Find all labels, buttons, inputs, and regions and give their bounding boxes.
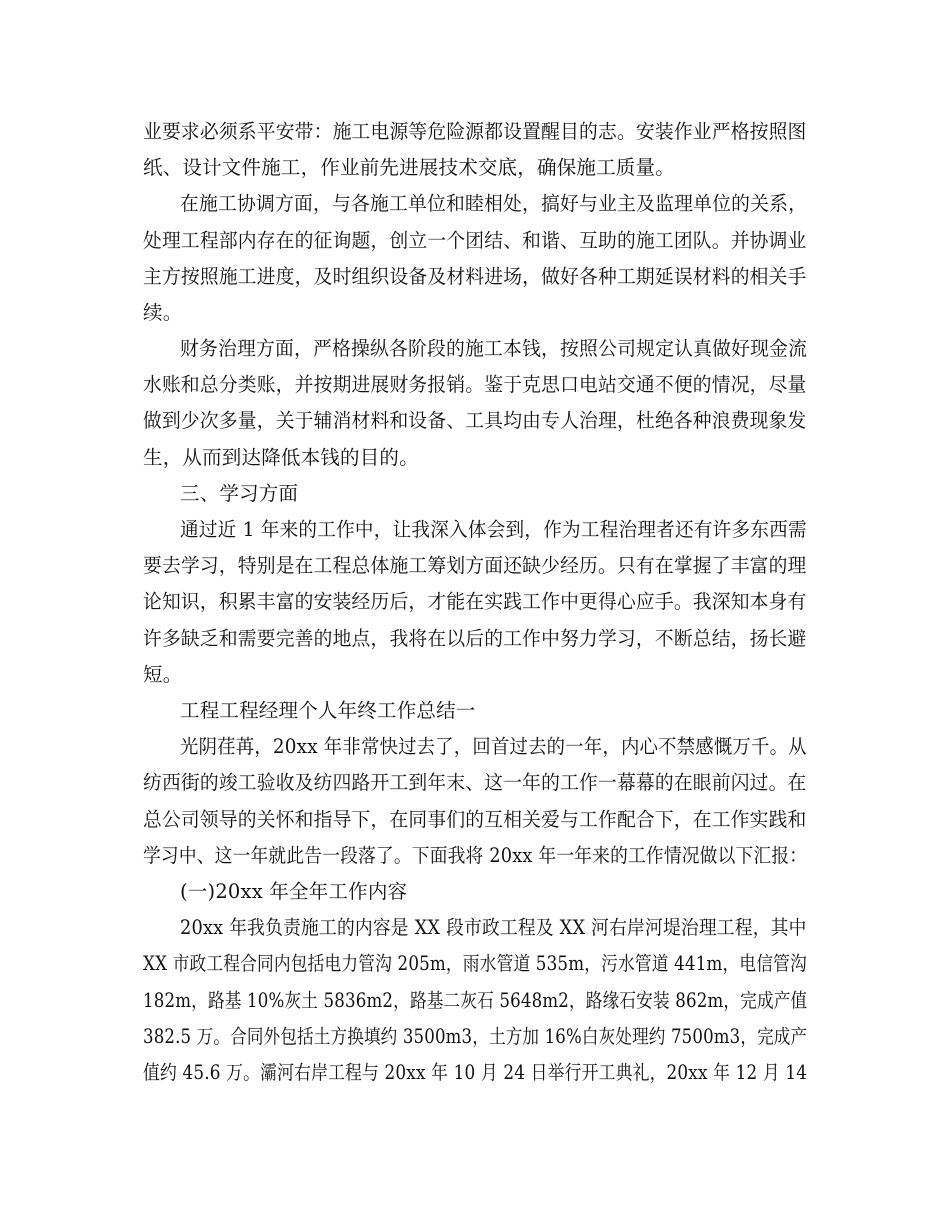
paragraph-line: 光阴荏苒，20xx 年非常快过去了，回首过去的一年，内心不禁感慨万千。从 bbox=[180, 735, 807, 758]
paragraph-line: 总公司领导的关怀和指导下，在同事们的互相关爱与工作配合下，在工作实践和 bbox=[143, 808, 807, 831]
paragraph-line: 纺西街的竣工验收及纺四路开工到年末、这一年的工作一幕幕的在眼前闪过。在 bbox=[143, 771, 807, 794]
paragraph-line: 续。 bbox=[143, 301, 183, 324]
paragraph-line: 值约 45.6 万。灞河右岸工程与 20xx 年 10 月 24 日举行开工典礼，20xx 年 12 月 14 bbox=[143, 1061, 808, 1084]
section-title: 工程工程经理个人年终工作总结一 bbox=[180, 699, 476, 722]
paragraph-line: 在施工协调方面，与各施工单位和睦相处，搞好与业主及监理单位的关系， bbox=[180, 192, 808, 215]
subsection-heading: (一)20xx 年全年工作内容 bbox=[180, 880, 408, 903]
paragraph-line: 学习中、这一年就此告一段落了。下面我将 20xx 年一年来的工作情况做以下汇报： bbox=[143, 844, 808, 867]
paragraph-line: 20xx 年我负责施工的内容是 XX 段市政工程及 XX 河右岸河堤治理工程，其中 bbox=[180, 916, 807, 939]
paragraph-line: 许多缺乏和需要完善的地点，我将在以后的工作中努力学习，不断总结，扬长避 bbox=[143, 627, 807, 650]
paragraph-line: 通过近 1 年来的工作中，让我深入体会到，作为工程治理者还有许多东西需 bbox=[180, 518, 807, 541]
paragraph-line: XX 市政工程合同内包括电力管沟 205m，雨水管道 535m，污水管道 441m，电信管沟 bbox=[143, 952, 807, 975]
paragraph-line: 处理工程部内存在的征询题，创立一个团结、和谐、互助的施工团队。并协调业 bbox=[143, 229, 807, 252]
paragraph-line: 论知识，积累丰富的安装经历后，才能在实践工作中更得心应手。我深知本身有 bbox=[143, 590, 807, 613]
paragraph-line: 水账和总分类账，并按期进展财务报销。鉴于克思口电站交通不便的情况，尽量 bbox=[143, 373, 807, 396]
paragraph-line: 纸、设计文件施工，作业前先进展技术交底，确保施工质量。 bbox=[143, 156, 675, 179]
section-heading: 三、学习方面 bbox=[180, 482, 299, 505]
paragraph-line: 业要求必须系平安带：施工电源等危险源都设置醒目的志。安装作业严格按照图 bbox=[143, 120, 807, 143]
paragraph-line: 短。 bbox=[143, 663, 183, 686]
paragraph-line: 主方按照施工进度，及时组织设备及材料进场，做好各种工期延误材料的相关手 bbox=[143, 265, 807, 288]
paragraph-line: 182m，路基 10%灰土 5836m2，路基二灰石 5648m2，路缘石安装 862m，完成产值 bbox=[143, 989, 808, 1012]
paragraph-line: 生，从而到达降低本钱的目的。 bbox=[143, 446, 419, 469]
paragraph-line: 做到少次多量，关于辅消材料和设备、工具均由专人治理，杜绝各种浪费现象发 bbox=[143, 409, 807, 432]
paragraph-line: 要去学习，特别是在工程总体施工筹划方面还缺少经历。只有在掌握了丰富的理 bbox=[143, 554, 807, 577]
paragraph-line: 财务治理方面，严格操纵各阶段的施工本钱，按照公司规定认真做好现金流 bbox=[180, 337, 808, 360]
paragraph-line: 382.5 万。合同外包括土方换填约 3500m3，土方加 16%白灰处理约 7500m3，完成产 bbox=[143, 1025, 808, 1048]
